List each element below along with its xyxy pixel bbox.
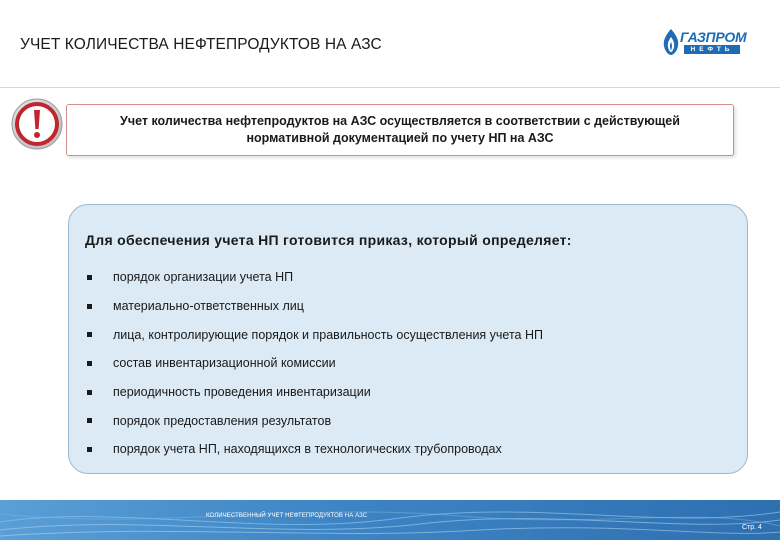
list-item-text: периодичность проведения инвентаризации (113, 385, 371, 400)
notice-line-2: нормативной документацией по учету НП на АЗС (246, 131, 554, 145)
header-divider (0, 87, 780, 88)
order-items-list (83, 263, 543, 464)
panel-heading: Для обеспечения учета НП готовится приказ, который определяет: (85, 232, 572, 248)
notice-line-1: Учет количества нефтепродуктов на АЗС осуществляется в соответствии с действующей (120, 114, 680, 128)
footer-title: КОЛИЧЕСТВЕННЫЙ УЧЕТ НЕФТЕПРОДУКТОВ НА АЗС (206, 513, 368, 519)
notice-text (80, 113, 720, 147)
bullet-icon (87, 447, 92, 452)
bullet-icon (87, 361, 92, 366)
footer (0, 500, 780, 540)
list-item (83, 263, 543, 292)
bullet-icon (87, 418, 92, 423)
bullet-icon (87, 275, 92, 280)
list-item (83, 406, 543, 435)
order-contents-panel (68, 204, 748, 474)
exclamation-warning-icon (10, 97, 64, 151)
page-number: Стр. 4 (742, 524, 762, 531)
list-item (83, 349, 543, 378)
bullet-icon (87, 390, 92, 395)
list-item-text: материально-ответственных лиц (113, 299, 304, 314)
list-item-text: порядок учета НП, находящихся в технологических трубопроводах (113, 442, 502, 457)
list-item-text: порядок организации учета НП (113, 270, 294, 285)
bullet-icon (87, 332, 92, 337)
logo-sub-text: НЕФТЬ (684, 45, 740, 54)
list-item-text: порядок предоставления результатов (113, 413, 332, 428)
notice-box (66, 104, 734, 156)
list-item (83, 435, 543, 464)
list-item (83, 378, 543, 407)
logo-main-text: ГАЗПРОМ (680, 29, 747, 45)
gazprom-neft-logo (660, 28, 747, 58)
page-title: УЧЕТ КОЛИЧЕСТВА НЕФТЕПРОДУКТОВ НА АЗС (20, 36, 382, 53)
list-item (83, 320, 543, 349)
header (0, 0, 780, 88)
list-item (83, 292, 543, 321)
list-item-text: состав инвентаризационной комиссии (113, 356, 336, 371)
flame-icon (660, 28, 682, 56)
list-item-text: лица, контролирующие порядок и правильность осуществления учета НП (113, 327, 543, 342)
bullet-icon (87, 304, 92, 309)
footer-wave-decoration (0, 500, 780, 540)
